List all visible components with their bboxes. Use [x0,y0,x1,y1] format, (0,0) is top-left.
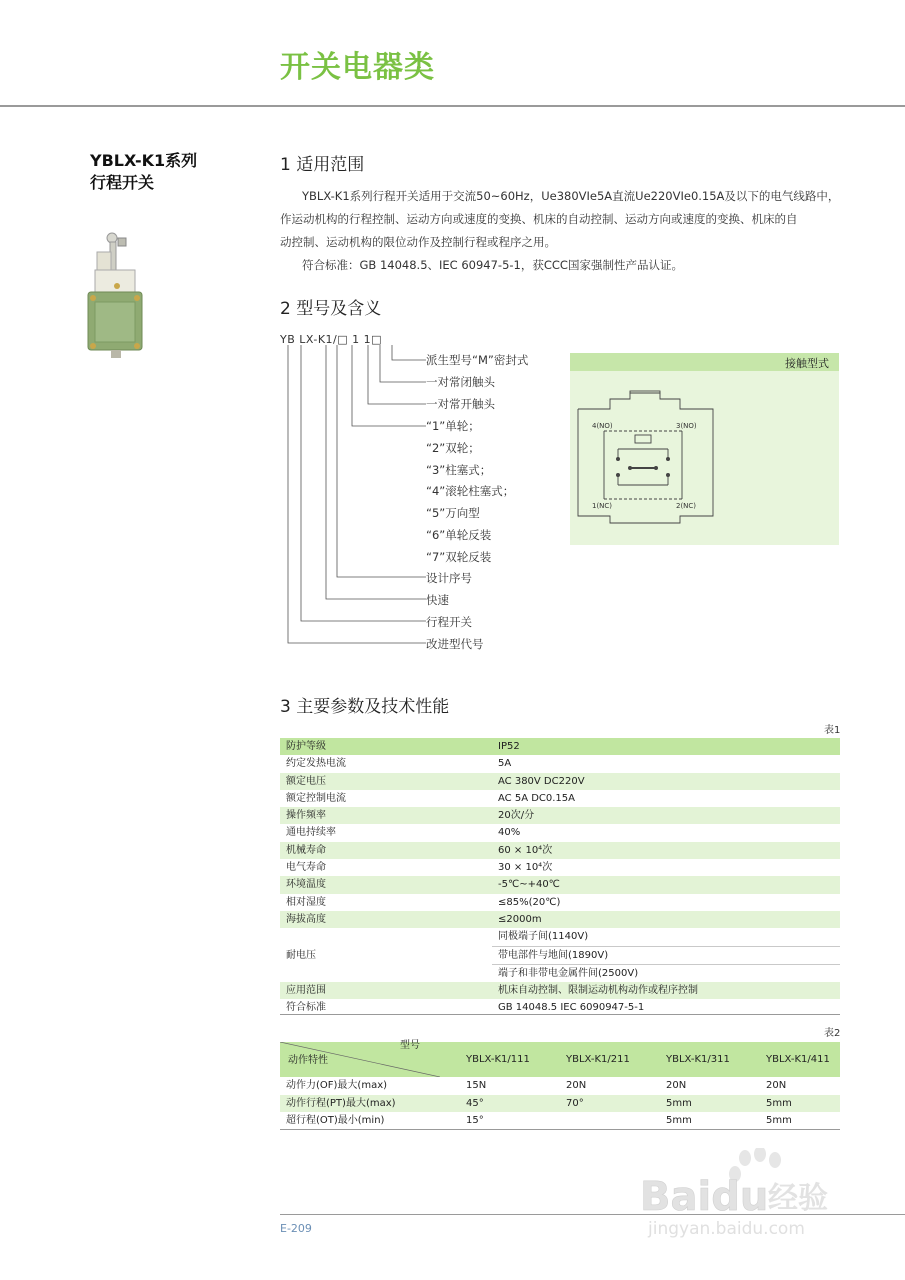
table-header-row [280,1042,840,1077]
model-header: YBLX-K1/111 [460,1042,560,1077]
table-row: 端子和非带电金属件间(2500V) [498,967,639,979]
table-row: 约定发热电流 5A [286,758,512,770]
table-row: 额定控制电流 AC 5A DC0.15A [286,792,575,804]
watermark-cn: 经验 [768,1181,828,1216]
contact-diagram-header [570,353,839,371]
table-row: 海拔高度 ≤2000m [280,911,840,928]
section1-para1-line2: 作运动机构的行程控制、运动方向或速度的变换、机床的自动控制、运动方向或速度的变换、机床的自 [280,212,798,226]
table1-label: 表1 [824,725,841,736]
page-number: E-209 [280,1222,312,1235]
table-row: 机械寿命 60 × 10⁴次 [280,842,840,859]
corner-top-label: 型号 [400,1040,420,1051]
table-row: 耐电压 同极端子间(1140V) [280,928,840,946]
table-row: 额定电压 AC 380V DC220V [280,773,840,790]
category-title: 开关电器类 [280,50,435,85]
table-row: 操作频率 20次/分 [280,807,840,824]
table-row: 通电持续率 40% [286,827,521,839]
terminal-1-label: 1(NC) [592,502,613,510]
meaning-9: “7”双轮反装 [426,550,492,564]
table-row: 应用范围 机床自动控制、限制运动机构动作或程序控制 [280,982,840,999]
section1-para1-line1: YBLX-K1系列行程开关适用于交流50~60Hz，Ue380VIe5A直流Ue220VIe0.15A及以下的电气线路中， [302,189,840,203]
product-title-line2: 行程开关 [90,173,155,192]
table-corner-cell [280,1042,460,1077]
action-table [280,1042,840,1130]
section1-heading: 1 适用范围 [280,155,365,175]
contact-diagram-title: 接触型式 [785,357,829,370]
table-row: 环境温度 -5℃~+40℃ [280,876,840,893]
meaning-5: “3”柱塞式； [426,463,492,477]
meaning-0: 派生型号“M”密封式 [426,353,529,367]
terminal-2-label: 2(NC) [676,502,697,510]
meaning-13: 改进型代号 [426,637,484,651]
spec-table [280,738,840,1017]
table-row: 相对湿度 ≤85%(20℃) [286,896,561,908]
meaning-6: “4”滚轮柱塞式； [426,484,515,498]
table-row: 电气寿命 30 × 10⁴次 [286,862,553,874]
product-title [90,150,197,194]
section1-para2: 符合标准：GB 14048.5、IEC 60947-5-1，获CCC国家强制性产品认证。 [302,258,683,272]
section1-body [280,185,840,277]
table-row: 防护等级 IP52 [280,738,840,755]
corner-bottom-label: 动作特性 [288,1055,328,1066]
meaning-3: “1”单轮； [426,419,480,433]
terminal-4-label: 4(NO) [592,422,613,430]
model-header: YBLX-K1/211 [560,1042,660,1077]
watermark-url: jingyan.baidu.com [648,1219,805,1239]
table-row: 动作力(OF)最大(max) 15N 20N 20N 20N [286,1080,787,1091]
product-title-line1: YBLX-K1系列 [90,151,198,170]
product-image [85,228,147,363]
section3-heading: 3 主要参数及技术性能 [280,697,450,717]
meaning-1: 一对常闭触头 [426,375,495,389]
model-header: YBLX-K1/311 [660,1042,760,1077]
meaning-8: “6”单轮反装 [426,528,492,542]
contact-diagram [570,371,839,545]
baidu-watermark [640,1148,850,1240]
model-header: YBLX-K1/411 [760,1042,840,1077]
section2-heading: 2 型号及含义 [280,299,382,319]
terminal-3-label: 3(NO) [676,422,697,430]
meaning-12: 行程开关 [426,615,472,629]
table-row: 超行程(OT)最小(min) 15° 5mm 5mm [286,1115,792,1126]
model-leader-lines [280,345,430,650]
table-row: 符合标准 GB 14048.5 IEC 6090947-5-1 [286,1002,645,1014]
watermark-brand: Baidu [640,1174,769,1220]
table-row: 带电部件与地间(1890V) [280,946,840,964]
meaning-7: “5”万向型 [426,506,480,520]
section1-para1-line3: 动控制、运动机构的限位动作及控制行程或程序之用。 [280,235,556,249]
table2-label: 表2 [824,1028,841,1039]
table1-bottom-rule [280,1014,840,1015]
model-code: YB LX-K1/□ 1 1□ [280,333,383,346]
meaning-11: 快速 [426,593,449,607]
meaning-4: “2”双轮； [426,441,480,455]
table2-bottom-rule [280,1129,840,1130]
meaning-10: 设计序号 [426,571,472,585]
table-row: 动作行程(PT)最大(max) 45° 70° 5mm 5mm [280,1095,840,1113]
header-rule [0,105,905,107]
meaning-2: 一对常开触头 [426,397,495,411]
